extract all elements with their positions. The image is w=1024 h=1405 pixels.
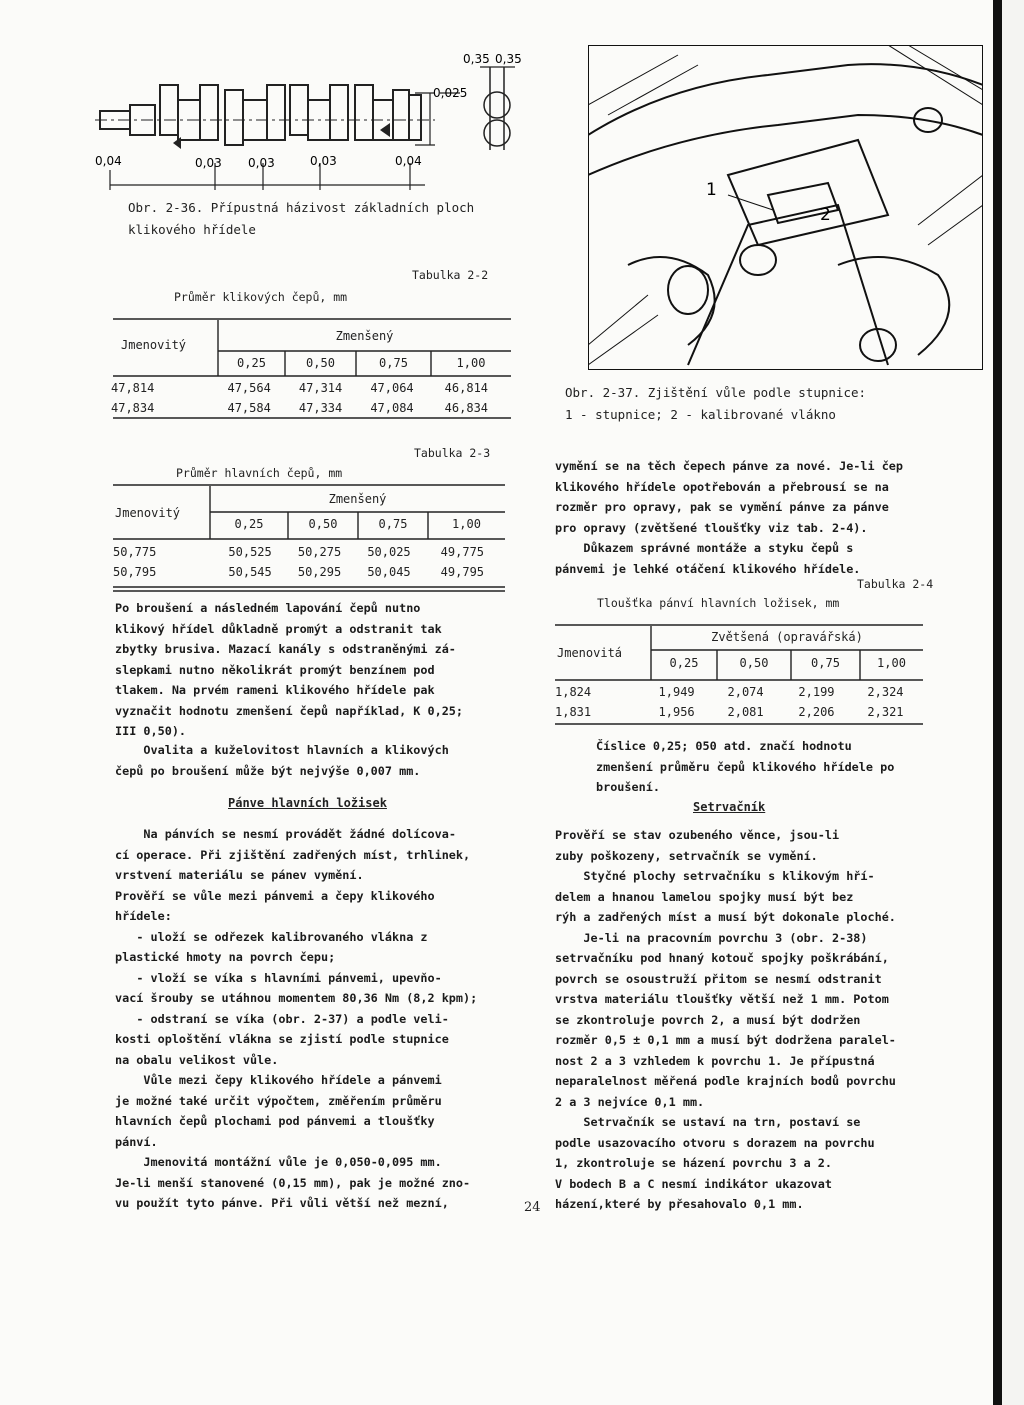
table-row [107, 378, 505, 398]
dim-label: 0,04 [395, 154, 422, 168]
table-cell: 50,545 [228, 565, 272, 579]
table-col-header: 1,00 [452, 517, 481, 531]
table-cell: 49,775 [440, 545, 485, 559]
table-cell: 1,949 [658, 685, 695, 699]
table-row [109, 562, 501, 582]
paragraph-bearing-replacement: vymění se na těch čepech pánve za nové. Je-li čep klikového hřídele opotřebován a přebrousí se na rozměr pro opravy, pak se vymění pánve za pánve pro opravy (zvětšené tloušťky viz tab. 2-4). Důkazem správné montáže a styku čepů s pánvemi je lehké otáčení klikového hřídele. [555, 459, 904, 576]
crankshaft-runout-diagram [85, 45, 525, 195]
table-cell: 2,081 [727, 705, 764, 719]
table-2-2-title: Průměr klikových čepů, mm [174, 290, 348, 304]
table-cell: 47,584 [227, 401, 271, 415]
table-cell: 47,564 [227, 381, 271, 395]
dim-label: 0,04 [95, 154, 122, 168]
gauge-measurement-illustration [588, 45, 983, 370]
table-2-3-title: Průměr hlavních čepů, mm [176, 466, 343, 480]
table-header-group: Zvětšená (opravářská) [711, 630, 863, 644]
table-header-nominal: Jmenovitý [115, 506, 181, 520]
table-cell: 2,321 [867, 705, 904, 719]
table-cell: 47,084 [370, 401, 414, 415]
table-cell: 2,324 [867, 685, 904, 699]
table-col-header: 1,00 [456, 356, 486, 370]
table-row [107, 398, 505, 418]
table-cell: 50,295 [297, 565, 342, 579]
table-cell: 47,064 [370, 381, 414, 395]
table-cell: 49,795 [440, 565, 485, 579]
table-cell: 50,045 [367, 565, 411, 579]
table-row [109, 542, 501, 562]
table-2-4 [555, 624, 923, 728]
table-col-header: 1,00 [877, 656, 906, 670]
figure-37-caption: Obr. 2-37. Zjištění vůle podle stupnice: 1 - stupnice; 2 - kalibrované vlákno [565, 385, 867, 422]
dim-label: 0,025 [433, 86, 468, 100]
table-cell: 50,775 [113, 545, 157, 559]
table-cell: 47,334 [298, 401, 343, 415]
table-cell: 50,025 [367, 545, 411, 559]
section-heading-flywheel: Setrvačník [693, 800, 766, 814]
table-col-header: 0,75 [811, 656, 840, 670]
table-cell: 1,824 [555, 685, 592, 699]
table-cell: 50,275 [297, 545, 342, 559]
table-col-header: 0,75 [379, 356, 408, 370]
callout-1: 1 [706, 180, 717, 200]
table-header-nominal: Jmenovitá [557, 646, 623, 660]
table-cell: 46,814 [444, 381, 489, 395]
table-cell: 1,831 [555, 705, 592, 719]
table-col-header: 0,25 [237, 356, 266, 370]
paragraph-ovality: Ovalita a kuželovitost hlavních a klikových čepů po broušení může být nejvýše 0,007 mm. [115, 743, 449, 778]
table-cell: 50,525 [228, 545, 272, 559]
table-col-header: 0,50 [739, 656, 769, 670]
table-header-group: Zmenšený [328, 492, 387, 506]
table-cell: 47,814 [111, 381, 155, 395]
table-col-header: 0,25 [234, 517, 264, 531]
table-col-header: 0,50 [308, 517, 338, 531]
table-cell: 50,795 [113, 565, 157, 579]
table-col-header: 0,50 [306, 356, 335, 370]
table-col-header: 0,75 [378, 517, 408, 531]
table-header-nominal: Jmenovitý [121, 338, 187, 352]
dim-label: 0,03 [195, 156, 222, 170]
table-row [551, 702, 919, 722]
table-cell: 47,834 [111, 401, 155, 415]
table-row [551, 682, 919, 702]
callout-2: 2 [820, 205, 831, 225]
table-2-3 [113, 484, 505, 594]
dim-label: 0,03 [248, 156, 275, 170]
page-number: 24 [524, 1200, 541, 1215]
table-2-4-title: Tloušťka pánví hlavních ložisek, mm [597, 596, 840, 610]
table-2-4-label: Tabulka 2-4 [857, 577, 934, 591]
figure-36-caption: Obr. 2-36. Přípustná házivost základních ploch klikového hřídele [128, 200, 475, 237]
paragraph-flywheel: Prověří se stav ozubeného věnce, jsou-li zuby poškozeny, setrvačník se vymění. Styčné plochy setrvačníku s klikovým hří- delem a hnanou lamelou spojky musí být bez rýh a zadřených míst a musí být dokonale ploché. Je-li na pracovním povrchu 3 (obr. 2-38) setrvačníku pod hnaný kotouč spojky poškrábání, povrch se osoustruží přitom se nesmí odstranit vrstva materiálu tloušťky větší než 1 mm. Potom se zkontroluje povrch 2, a musí být dodržen rozměr 0,5 ± 0,1 mm a musí být dodržena paralel- nost 2 a 3 vzhledem k povrchu 1. Je přípustná neparalelnost měřená podle krajních bodů povrchu 2 a 3 nejvíce 0,1 mm. Setrvačník se ustaví na trn, postaví se podle usazovacího otvoru s dorazem na povrchu 1, zkontroluje se házení povrchu 3 a 2. V bodech B a C nesmí indikátor ukazovat házení,které by přesahovalo 0,1 mm. [555, 828, 896, 1211]
table-cell: 2,206 [798, 705, 835, 719]
table-cell: 2,074 [727, 685, 764, 699]
paragraph-grinding: Po broušení a následném lapování čepů nutno klikový hřídel důkladně promýt a odstranit tak zbytky brusiva. Mazací kanály s odstraněnými zá- slepkami nutno několikrát promýt benzínem pod tlakem. Na prvém rameni klikového hřídele pak vyznačit hodnotu zmenšení čepů například, K 0,25; III 0,50). [115, 601, 464, 738]
dim-label: 0,35 [495, 52, 522, 66]
table-cell: 46,834 [444, 401, 489, 415]
paragraph-digits-meaning: Číslice 0,25; 050 atd. značí hodnotu zmenšení průměru čepů klikového hřídele po broušení. [596, 739, 895, 794]
scan-border-bar [993, 0, 1002, 1405]
paragraph-bearings: Na pánvích se nesmí provádět žádné dolícova- cí operace. Při zjištění zadřených míst, trhlinek, vrstvení materiálu se pánev vymění. Prověří se vůle mezi pánvemi a čepy klikového hřídele: - uloží se odřezek kalibrovaného vlákna z plastické hmoty na povrch čepu; - vloží se víka s hlavními pánvemi, upevňo- vací šrouby se utáhnou momentem 80,36 Nm (8,2 kpm); - odstraní se víka (obr. 2-37) a podle veli- kosti oploštění vlákna se zjistí podle stupnice na obalu velikost vůle. Vůle mezi čepy klikového hřídele a pánvemi je možné také určit výpočtem, změřením průměru hlavních čepů plochami pod pánvemi a tloušťky pánví. Jmenovitá montážní vůle je 0,050-0,095 mm. Je-li menší stanovené (0,15 mm), pak je možné zno- vu použít tyto pánve. Při vůli větší než mezní, [115, 827, 478, 1210]
table-cell: 47,314 [298, 381, 343, 395]
section-heading-bearings: Pánve hlavních ložisek [228, 796, 387, 810]
table-cell: 2,199 [798, 685, 835, 699]
dim-label: 0,03 [310, 154, 337, 168]
table-2-2-label: Tabulka 2-2 [412, 268, 489, 282]
dim-label: 0,35 [463, 52, 490, 66]
table-cell: 1,956 [658, 705, 695, 719]
table-2-3-label: Tabulka 2-3 [414, 446, 491, 460]
table-col-header: 0,25 [669, 656, 699, 670]
table-header-group: Zmenšený [335, 329, 394, 343]
table-2-2 [113, 318, 511, 420]
